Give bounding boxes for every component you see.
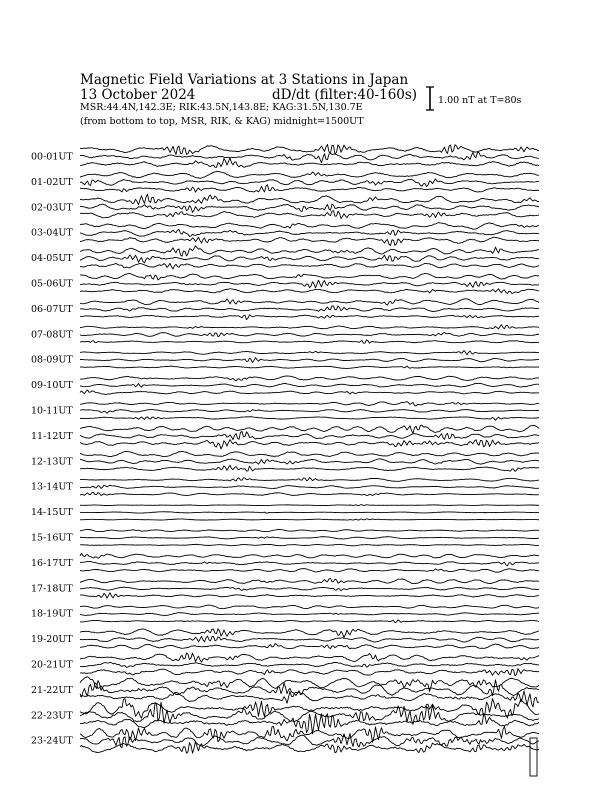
trace-11-12UT-RIK [80,431,539,439]
trace-17-18UT-MSR [80,593,539,598]
row-label: 23-24UT [31,735,73,747]
row-label: 14-15UT [31,507,73,519]
trace-03-04UT-RIK [80,229,539,236]
trace-04-05UT-MSR [80,263,539,269]
trace-07-08UT-MSR [80,340,539,343]
trace-12-13UT-KAG [80,451,539,456]
trace-19-20UT-MSR [80,644,539,649]
row-label: 00-01UT [31,151,73,163]
row-label: 21-22UT [31,684,73,696]
row-label: 15-16UT [31,532,73,544]
trace-20-21UT-RIK [80,662,539,667]
trace-23-24UT-KAG [80,726,539,742]
trace-15-16UT-MSR [80,544,539,545]
trace-06-07UT-RIK [80,306,539,312]
trace-02-03UT-RIK [80,204,539,212]
row-label: 08-09UT [31,354,73,366]
row-label: 20-21UT [31,659,73,671]
trace-12-13UT-MSR [80,465,539,471]
trace-06-07UT-KAG [80,299,539,305]
scale-bar [426,87,434,110]
trace-20-21UT-KAG [80,653,539,662]
row-label: 10-11UT [31,405,73,417]
trace-16-17UT-KAG [80,553,539,558]
trace-13-14UT-KAG [80,478,539,482]
trace-08-09UT-KAG [80,351,539,355]
trace-group [80,145,539,754]
trace-14-15UT-RIK [80,512,539,513]
chart-filter: dD/dt (filter:40-160s) [272,87,418,103]
trace-13-14UT-MSR [80,492,539,495]
trace-07-08UT-KAG [80,325,539,329]
row-label: 05-06UT [31,278,73,290]
row-label: 13-14UT [31,481,73,493]
trace-07-08UT-RIK [80,332,539,336]
trace-18-19UT-MSR [80,620,539,623]
trace-13-14UT-RIK [80,485,539,488]
trace-09-10UT-MSR [80,390,539,394]
row-label: 19-20UT [31,634,73,646]
station-coordinates: MSR:44.4N,142.3E; RIK:43.5N,143.8E; KAG:31.5N,130.7E [80,102,363,113]
trace-17-18UT-RIK [80,587,539,591]
row-label: 18-19UT [31,608,73,620]
trace-16-17UT-MSR [80,569,539,573]
trace-03-04UT-KAG [80,223,539,230]
trace-04-05UT-RIK [80,255,539,263]
trace-08-09UT-MSR [80,366,539,369]
trace-order-note: (from bottom to top, MSR, RIK, & KAG) midnight=1500UT [80,116,364,127]
trace-04-05UT-KAG [80,246,539,256]
row-label: 01-02UT [31,176,73,188]
row-label: 07-08UT [31,329,73,341]
trace-02-03UT-MSR [80,211,539,219]
trace-10-11UT-RIK [80,410,539,414]
trace-01-02UT-MSR [80,185,539,192]
trace-01-02UT-RIK [80,179,539,187]
trace-10-11UT-KAG [80,402,539,406]
trace-15-16UT-RIK [80,537,539,539]
trace-14-15UT-MSR [80,519,539,520]
trace-06-07UT-MSR [80,315,539,320]
chart-title: Magnetic Field Variations at 3 Stations in Japan [80,72,409,88]
row-label: 17-18UT [31,583,73,595]
trace-11-12UT-KAG [80,425,539,433]
trace-20-21UT-MSR [80,669,539,676]
trace-05-06UT-MSR [80,289,539,294]
row-label: 22-23UT [31,710,73,722]
row-label: 11-12UT [31,430,73,442]
trace-02-03UT-KAG [80,194,539,204]
trace-00-01UT-RIK [80,152,539,162]
trace-19-20UT-KAG [80,629,539,638]
trace-01-02UT-KAG [80,171,539,178]
row-label: 09-10UT [31,380,73,392]
trace-12-13UT-RIK [80,459,539,464]
trace-18-19UT-KAG [80,605,539,609]
trace-21-22UT-RIK [80,680,539,697]
trace-05-06UT-KAG [80,273,539,280]
trace-22-23UT-MSR [80,714,539,734]
trace-14-15UT-KAG [80,505,539,506]
row-label: 02-03UT [31,202,73,214]
trace-19-20UT-RIK [80,636,539,642]
trace-05-06UT-RIK [80,280,539,288]
trace-21-22UT-MSR [80,691,539,707]
row-label: 12-13UT [31,456,73,468]
trace-11-12UT-MSR [80,440,539,449]
trace-21-22UT-KAG [80,677,539,692]
row-label: 03-04UT [31,227,73,239]
scale-bar-label: 1.00 nT at T=80s [438,95,522,106]
trace-09-10UT-KAG [80,376,539,381]
trace-00-01UT-KAG [80,145,539,155]
trace-08-09UT-RIK [80,358,539,363]
row-label: 04-05UT [31,253,73,265]
trace-15-16UT-KAG [80,529,539,531]
row-labels [31,152,73,747]
row-label: 06-07UT [31,303,73,315]
row-label: 16-17UT [31,557,73,569]
trace-18-19UT-RIK [80,613,539,616]
trace-09-10UT-RIK [80,383,539,387]
trace-10-11UT-MSR [80,417,539,421]
trace-03-04UT-MSR [80,237,539,245]
trace-17-18UT-KAG [80,578,539,583]
chart-date: 13 October 2024 [80,87,196,103]
trace-16-17UT-RIK [80,561,539,565]
